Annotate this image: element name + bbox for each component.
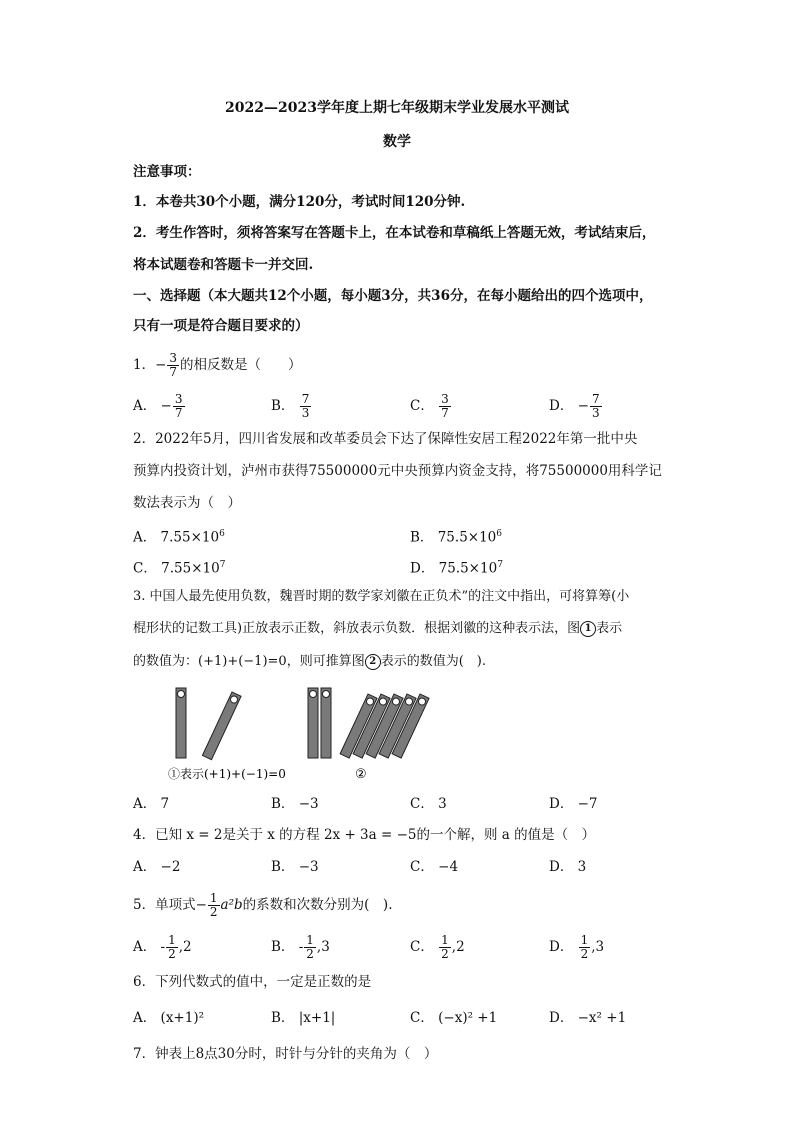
question-4-stem: 4．已知 x = 2是关于 x 的方程 2x + 3a = −5的一个解，则 a 的值是（ ）: [133, 827, 596, 843]
question-3-option-c: C． 3: [410, 796, 447, 812]
section-1-line-1: 一、选择题（本大题共12个小题，每小题3分，共36分，在每小题给出的四个选项中，: [133, 288, 653, 304]
question-6-option-c: C． (−x)² +1: [410, 1010, 498, 1026]
question-5-option-a: A． - $\frac{1}{2}$ ,2: [133, 933, 192, 961]
section-1-line-2: 只有一项是符合题目要求的）: [133, 318, 309, 334]
question-2-option-c: C． $7.55\times 10^7$: [133, 560, 226, 577]
question-2-option-d: D． $75.5\times 10^7$: [410, 560, 503, 577]
circled-number-1: 1: [580, 621, 596, 637]
question-2-option-b: B． $75.5\times 10^6$: [410, 529, 503, 546]
subject-title: 数学: [383, 134, 411, 150]
question-2-option-a: A． $7.55\times 10^6$: [133, 529, 225, 546]
question-3-line-1: 3. 中国人最先使用负数，魏晋时期的数学家刘徽在正负术”的注文中指出，可将算筹(小: [133, 589, 630, 604]
question-3-option-b: B． −3: [271, 796, 319, 812]
question-6-stem: 6．下列代数式的值中，一定是正数的是: [133, 974, 372, 990]
notice-item-1: 1．本卷共30个小题，满分120分，考试时间120分钟.: [133, 194, 466, 210]
question-1-option-a: A． − $\frac{3}{7}$: [133, 392, 183, 420]
question-4-option-b: B． −3: [271, 859, 319, 875]
figure-2-caption: ②: [355, 767, 367, 782]
rod-slanted: [202, 692, 241, 760]
question-4-option-c: C． −4: [410, 859, 459, 875]
question-7-stem: 7．钟表上8点30分时，时针与分针的夹角为（ ）: [133, 1046, 438, 1062]
question-3-line-2: 棍形状的记数工具)正放表示正数，斜放表示负数．根据刘徽的这种表示法，图 1 表示: [133, 621, 623, 636]
figure-1-caption: ①表示(+1)+(−1)=0: [168, 767, 286, 781]
question-6-option-a: A． (x+1)²: [133, 1010, 205, 1026]
question-3-line-3: 的数值为：(+1)+(−1)=0，则可推算图 2 表示的数值为( ).: [133, 654, 486, 669]
question-4-option-d: D． 3: [549, 859, 587, 875]
question-4-option-a: A． −2: [133, 859, 181, 875]
question-5-stem: 5．单项式− $\frac{1}{2}$ a²b的系数和次数分别为( ).: [133, 891, 393, 919]
notice-item-2-line-2: 将本试题卷和答题卡一并交回.: [133, 257, 314, 273]
rod-upright: [176, 688, 186, 758]
counting-rods-figure: [150, 684, 450, 784]
question-1-option-c: C． $\frac{3}{7}$: [410, 392, 449, 420]
question-5-option-c: C． $\frac{1}{2}$ ,2: [410, 933, 465, 961]
question-1-option-b: B． $\frac{7}{3}$: [271, 392, 310, 420]
circled-number-2: 2: [365, 654, 381, 670]
rod-upright: [308, 688, 318, 758]
notice-item-2-line-1: 2．考生作答时，须将答案写在答题卡上，在本试卷和草稿纸上答题无效，考试结束后，: [133, 225, 656, 241]
question-1-stem: 1．− $\frac{3}{7}$ 的相反数是（ ）: [133, 351, 302, 379]
question-6-option-b: B． |x+1|: [271, 1010, 336, 1026]
question-5-option-d: D． $\frac{1}{2}$ ,3: [549, 933, 605, 961]
question-6-option-d: D． −x² +1: [549, 1010, 627, 1026]
rod-upright: [321, 688, 331, 758]
fraction: $\frac{3}{7}$: [169, 351, 178, 379]
question-3-option-d: D． −7: [549, 796, 598, 812]
question-2-line-1: 2．2022年5月，四川省发展和改革委员会下达了保障性安居工程2022年第一批中央: [133, 431, 638, 447]
question-5-option-b: B． - $\frac{1}{2}$ ,3: [271, 933, 330, 961]
notice-heading: 注意事项：: [133, 164, 201, 180]
question-2-line-2: 预算内投资计划，泸州市获得75500000元中央预算内资金支持，将75500000用科学记: [133, 463, 662, 479]
question-1-option-d: D． − $\frac{7}{3}$: [549, 392, 600, 420]
question-3-option-a: A． 7: [133, 796, 170, 812]
question-2-line-3: 数法表示为（ ）: [133, 495, 241, 511]
exam-title: 2022—2023学年度上期七年级期末学业发展水平测试: [225, 100, 569, 116]
